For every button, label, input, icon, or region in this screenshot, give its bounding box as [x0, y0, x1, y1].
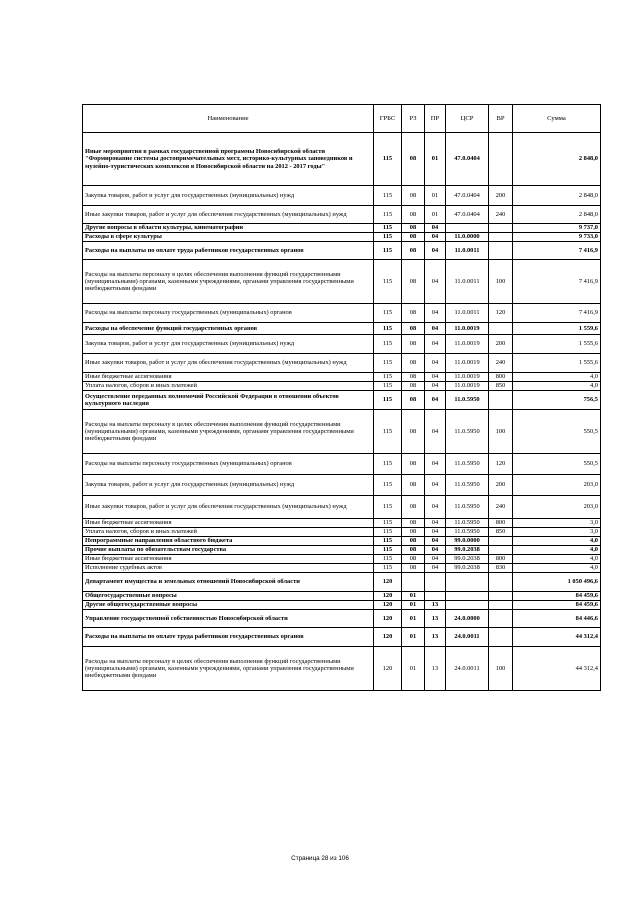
table-row [83, 260, 601, 304]
cell-vr: 830 [489, 564, 513, 573]
cell-vr: 800 [489, 519, 513, 528]
cell-vr [489, 610, 513, 628]
cell-rz [402, 573, 425, 592]
cell-sum: 4,0 [513, 564, 601, 573]
cell-rz: 01 [402, 628, 425, 647]
cell-grbs: 115 [374, 475, 402, 496]
table-row [83, 335, 601, 354]
header-csr: ЦСР [446, 105, 489, 133]
cell-vr: 120 [489, 304, 513, 323]
table-row [83, 528, 601, 537]
table-row [83, 410, 601, 454]
cell-pr: 04 [425, 323, 446, 335]
cell-pr: 04 [425, 304, 446, 323]
cell-pr: 01 [425, 133, 446, 186]
cell-sum: 84 459,6 [513, 592, 601, 601]
cell-rz: 08 [402, 354, 425, 373]
header-vr: ВР [489, 105, 513, 133]
cell-vr [489, 546, 513, 555]
cell-pr: 04 [425, 382, 446, 391]
cell-pr: 13 [425, 610, 446, 628]
cell-name: Закупка товаров, работ и услуг для государственных (муниципальных) нужд [83, 335, 374, 354]
cell-rz: 08 [402, 475, 425, 496]
cell-pr: 04 [425, 373, 446, 382]
cell-rz: 08 [402, 206, 425, 224]
cell-grbs: 115 [374, 546, 402, 555]
header-grbs: ГРБС [374, 105, 402, 133]
cell-rz: 08 [402, 224, 425, 233]
cell-grbs: 115 [374, 260, 402, 304]
cell-sum: 550,5 [513, 410, 601, 454]
cell-name: Осуществление переданных полномочий Российской Федерации в отношении объектов культурного наследия [83, 391, 374, 410]
cell-grbs: 115 [374, 410, 402, 454]
table-row [83, 647, 601, 691]
header-name: Наименование [83, 105, 374, 133]
cell-pr: 04 [425, 391, 446, 410]
cell-grbs: 115 [374, 537, 402, 546]
cell-sum: 2 848,0 [513, 133, 601, 186]
cell-csr: 11.0.5950 [446, 410, 489, 454]
cell-csr: 24.0.0011 [446, 628, 489, 647]
cell-rz: 08 [402, 373, 425, 382]
cell-vr: 850 [489, 382, 513, 391]
cell-vr: 800 [489, 555, 513, 564]
cell-pr: 13 [425, 647, 446, 691]
cell-rz: 08 [402, 555, 425, 564]
header-rz: РЗ [402, 105, 425, 133]
cell-csr [446, 573, 489, 592]
cell-name: Расходы на обеспечение функций государственных органов [83, 323, 374, 335]
cell-csr: 11.0.0019 [446, 335, 489, 354]
cell-grbs: 115 [374, 555, 402, 564]
header-pr: ПР [425, 105, 446, 133]
cell-grbs: 115 [374, 242, 402, 260]
cell-vr [489, 573, 513, 592]
cell-csr: 11.0.0019 [446, 323, 489, 335]
cell-name: Исполнение судебных актов [83, 564, 374, 573]
cell-sum: 2 848,0 [513, 186, 601, 206]
cell-vr: 100 [489, 410, 513, 454]
cell-pr: 13 [425, 628, 446, 647]
cell-name: Управление государственной собственностью Новосибирской области [83, 610, 374, 628]
cell-grbs: 115 [374, 304, 402, 323]
cell-grbs: 120 [374, 601, 402, 610]
cell-rz: 08 [402, 454, 425, 475]
cell-vr [489, 323, 513, 335]
cell-grbs: 115 [374, 323, 402, 335]
table-row [83, 610, 601, 628]
cell-pr: 04 [425, 260, 446, 304]
cell-name: Закупка товаров, работ и услуг для государственных (муниципальных) нужд [83, 475, 374, 496]
cell-sum: 44 312,4 [513, 628, 601, 647]
cell-sum: 84 446,6 [513, 610, 601, 628]
cell-rz: 08 [402, 335, 425, 354]
cell-sum: 7 416,9 [513, 260, 601, 304]
cell-name: Расходы на выплаты персоналу в целях обеспечения выполнения функций государственными (муниципальными) органами, казенными учреждениями, органами управления государственными внебюджетными фондами [83, 260, 374, 304]
cell-grbs: 115 [374, 133, 402, 186]
cell-grbs: 115 [374, 528, 402, 537]
cell-csr: 11.0.0011 [446, 260, 489, 304]
cell-grbs: 115 [374, 391, 402, 410]
cell-grbs: 115 [374, 373, 402, 382]
cell-grbs: 120 [374, 628, 402, 647]
cell-vr [489, 537, 513, 546]
cell-rz: 08 [402, 528, 425, 537]
table-row [83, 133, 601, 186]
cell-rz: 01 [402, 592, 425, 601]
cell-vr: 100 [489, 260, 513, 304]
cell-sum: 203,0 [513, 496, 601, 519]
cell-sum: 1 050 496,6 [513, 573, 601, 592]
cell-name: Расходы на выплаты персоналу государственных (муниципальных) органов [83, 304, 374, 323]
cell-rz: 08 [402, 260, 425, 304]
cell-csr: 24.0.0000 [446, 610, 489, 628]
cell-name: Иные мероприятия в рамках государственной программы Новосибирской области "Формирование системы достопримечательных мест, историко-культурных заповедников и музейно-туристических комплексов в Новосибирской области на 2012 - 2017 годы" [83, 133, 374, 186]
cell-rz: 01 [402, 610, 425, 628]
cell-vr [489, 224, 513, 233]
cell-name: Прочие выплаты по обязательствам государства [83, 546, 374, 555]
cell-vr: 240 [489, 354, 513, 373]
cell-csr: 11.0.5950 [446, 454, 489, 475]
cell-name: Иные закупки товаров, работ и услуг для обеспечения государственных (муниципальных) нужд [83, 354, 374, 373]
table-row [83, 391, 601, 410]
cell-sum: 9 733,0 [513, 233, 601, 242]
cell-rz: 08 [402, 186, 425, 206]
cell-sum: 4,0 [513, 537, 601, 546]
table-row [83, 304, 601, 323]
cell-csr: 11.0.0019 [446, 354, 489, 373]
cell-vr: 100 [489, 647, 513, 691]
cell-pr [425, 592, 446, 601]
table-row [83, 537, 601, 546]
cell-name: Расходы на выплаты по оплате труда работников государственных органов [83, 628, 374, 647]
cell-sum: 9 737,0 [513, 224, 601, 233]
cell-pr: 04 [425, 564, 446, 573]
cell-sum: 44 312,4 [513, 647, 601, 691]
cell-sum: 1 559,6 [513, 323, 601, 335]
cell-pr: 04 [425, 233, 446, 242]
cell-csr: 47.0.0404 [446, 206, 489, 224]
cell-rz: 08 [402, 410, 425, 454]
table-row [83, 382, 601, 391]
cell-csr: 47.0.0404 [446, 186, 489, 206]
cell-csr: 11.0.0000 [446, 233, 489, 242]
cell-pr: 04 [425, 519, 446, 528]
cell-pr: 04 [425, 555, 446, 564]
table-row [83, 354, 601, 373]
cell-sum: 7 416,9 [513, 242, 601, 260]
table-row [83, 546, 601, 555]
cell-pr: 04 [425, 546, 446, 555]
cell-pr [425, 573, 446, 592]
cell-csr: 11.0.0019 [446, 382, 489, 391]
cell-grbs: 120 [374, 647, 402, 691]
cell-pr: 04 [425, 410, 446, 454]
cell-rz: 08 [402, 496, 425, 519]
cell-csr: 99.0.2038 [446, 564, 489, 573]
cell-vr [489, 601, 513, 610]
table-row [83, 206, 601, 224]
cell-sum: 3,0 [513, 528, 601, 537]
cell-pr: 01 [425, 206, 446, 224]
table-row [83, 555, 601, 564]
cell-name: Иные закупки товаров, работ и услуг для обеспечения государственных (муниципальных) нужд [83, 496, 374, 519]
cell-sum: 7 416,9 [513, 304, 601, 323]
table-row [83, 454, 601, 475]
cell-csr: 99.0.2038 [446, 546, 489, 555]
cell-pr: 04 [425, 224, 446, 233]
table-row [83, 496, 601, 519]
cell-sum: 3,0 [513, 519, 601, 528]
cell-csr: 11.0.5950 [446, 528, 489, 537]
cell-name: Расходы на выплаты по оплате труда работников государственных органов [83, 242, 374, 260]
cell-sum: 84 459,6 [513, 601, 601, 610]
cell-name: Закупка товаров, работ и услуг для государственных (муниципальных) нужд [83, 186, 374, 206]
cell-rz: 08 [402, 537, 425, 546]
cell-sum: 4,0 [513, 546, 601, 555]
cell-vr [489, 242, 513, 260]
cell-vr [489, 592, 513, 601]
cell-grbs: 115 [374, 335, 402, 354]
cell-rz: 08 [402, 546, 425, 555]
cell-pr: 04 [425, 354, 446, 373]
cell-pr: 04 [425, 528, 446, 537]
cell-sum: 1 555,6 [513, 354, 601, 373]
cell-csr: 99.0.0000 [446, 537, 489, 546]
cell-vr [489, 628, 513, 647]
table-row [83, 519, 601, 528]
table-row [83, 628, 601, 647]
cell-rz: 01 [402, 601, 425, 610]
cell-sum: 1 555,6 [513, 335, 601, 354]
table-row [83, 373, 601, 382]
table-row [83, 186, 601, 206]
cell-csr: 24.0.0011 [446, 647, 489, 691]
cell-sum: 756,5 [513, 391, 601, 410]
cell-pr: 04 [425, 454, 446, 475]
cell-csr: 11.0.5950 [446, 496, 489, 519]
cell-vr: 800 [489, 373, 513, 382]
cell-csr [446, 592, 489, 601]
cell-vr: 240 [489, 206, 513, 224]
cell-grbs: 115 [374, 382, 402, 391]
cell-rz: 08 [402, 564, 425, 573]
cell-csr: 11.0.0011 [446, 304, 489, 323]
cell-vr [489, 233, 513, 242]
cell-rz: 08 [402, 242, 425, 260]
table-row [83, 323, 601, 335]
cell-vr [489, 391, 513, 410]
cell-name: Общегосударственные вопросы [83, 592, 374, 601]
cell-vr [489, 133, 513, 186]
cell-vr: 120 [489, 454, 513, 475]
table-row [83, 601, 601, 610]
cell-name: Иные закупки товаров, работ и услуг для обеспечения государственных (муниципальных) нужд [83, 206, 374, 224]
cell-sum: 203,0 [513, 475, 601, 496]
cell-grbs: 115 [374, 206, 402, 224]
table-header-row [83, 105, 601, 133]
cell-vr: 240 [489, 496, 513, 519]
cell-name: Расходы на выплаты персоналу в целях обеспечения выполнения функций государственными (муниципальными) органами, казенными учреждениями, органами управления государственными внебюджетными фондами [83, 410, 374, 454]
cell-sum: 4,0 [513, 555, 601, 564]
cell-name: Расходы в сфере культуры [83, 233, 374, 242]
cell-grbs: 120 [374, 573, 402, 592]
table-row [83, 573, 601, 592]
cell-csr: 11.0.5950 [446, 519, 489, 528]
cell-csr [446, 601, 489, 610]
cell-vr: 200 [489, 186, 513, 206]
cell-grbs: 115 [374, 519, 402, 528]
cell-name: Иные бюджетные ассигнования [83, 555, 374, 564]
cell-name: Непрограммные направления областного бюджета [83, 537, 374, 546]
cell-vr: 850 [489, 528, 513, 537]
cell-name: Расходы на выплаты персоналу государственных (муниципальных) органов [83, 454, 374, 475]
cell-csr [446, 224, 489, 233]
cell-name: Другие вопросы в области культуры, кинематографии [83, 224, 374, 233]
budget-table [82, 104, 601, 691]
header-sum: Сумма [513, 105, 601, 133]
table-row [83, 224, 601, 233]
cell-name: Уплата налогов, сборов и иных платежей [83, 528, 374, 537]
table-row [83, 233, 601, 242]
table-row [83, 564, 601, 573]
cell-grbs: 115 [374, 564, 402, 573]
cell-sum: 4,0 [513, 382, 601, 391]
cell-pr: 04 [425, 242, 446, 260]
cell-rz: 08 [402, 133, 425, 186]
cell-rz: 01 [402, 647, 425, 691]
cell-vr: 200 [489, 335, 513, 354]
cell-rz: 08 [402, 304, 425, 323]
cell-name: Уплата налогов, сборов и иных платежей [83, 382, 374, 391]
table-row [83, 475, 601, 496]
cell-pr: 04 [425, 496, 446, 519]
cell-rz: 08 [402, 382, 425, 391]
cell-grbs: 120 [374, 592, 402, 601]
cell-grbs: 115 [374, 224, 402, 233]
table-row [83, 592, 601, 601]
cell-pr: 04 [425, 537, 446, 546]
cell-sum: 2 848,0 [513, 206, 601, 224]
cell-rz: 08 [402, 391, 425, 410]
cell-pr: 04 [425, 335, 446, 354]
cell-grbs: 115 [374, 233, 402, 242]
cell-pr: 01 [425, 186, 446, 206]
cell-sum: 4,0 [513, 373, 601, 382]
cell-name: Департамент имущества и земельных отношений Новосибирской области [83, 573, 374, 592]
cell-rz: 08 [402, 323, 425, 335]
cell-name: Расходы на выплаты персоналу в целях обеспечения выполнения функций государственными (муниципальными) органами, казенными учреждениями, органами управления государственными внебюджетными фондами [83, 647, 374, 691]
cell-grbs: 115 [374, 496, 402, 519]
cell-name: Иные бюджетные ассигнования [83, 519, 374, 528]
cell-csr: 11.0.0019 [446, 373, 489, 382]
page-footer: Страница 28 из 106 [291, 855, 349, 862]
cell-grbs: 115 [374, 454, 402, 475]
cell-csr: 11.0.0011 [446, 242, 489, 260]
cell-pr: 13 [425, 601, 446, 610]
cell-csr: 47.0.0404 [446, 133, 489, 186]
cell-name: Другие общегосударственные вопросы [83, 601, 374, 610]
cell-name: Иные бюджетные ассигнования [83, 373, 374, 382]
table-row [83, 242, 601, 260]
cell-pr: 04 [425, 475, 446, 496]
cell-rz: 08 [402, 519, 425, 528]
cell-grbs: 120 [374, 610, 402, 628]
cell-csr: 11.0.5950 [446, 391, 489, 410]
cell-rz: 08 [402, 233, 425, 242]
cell-grbs: 115 [374, 186, 402, 206]
cell-grbs: 115 [374, 354, 402, 373]
cell-csr: 99.0.2038 [446, 555, 489, 564]
cell-csr: 11.0.5950 [446, 475, 489, 496]
cell-vr: 200 [489, 475, 513, 496]
cell-sum: 550,5 [513, 454, 601, 475]
